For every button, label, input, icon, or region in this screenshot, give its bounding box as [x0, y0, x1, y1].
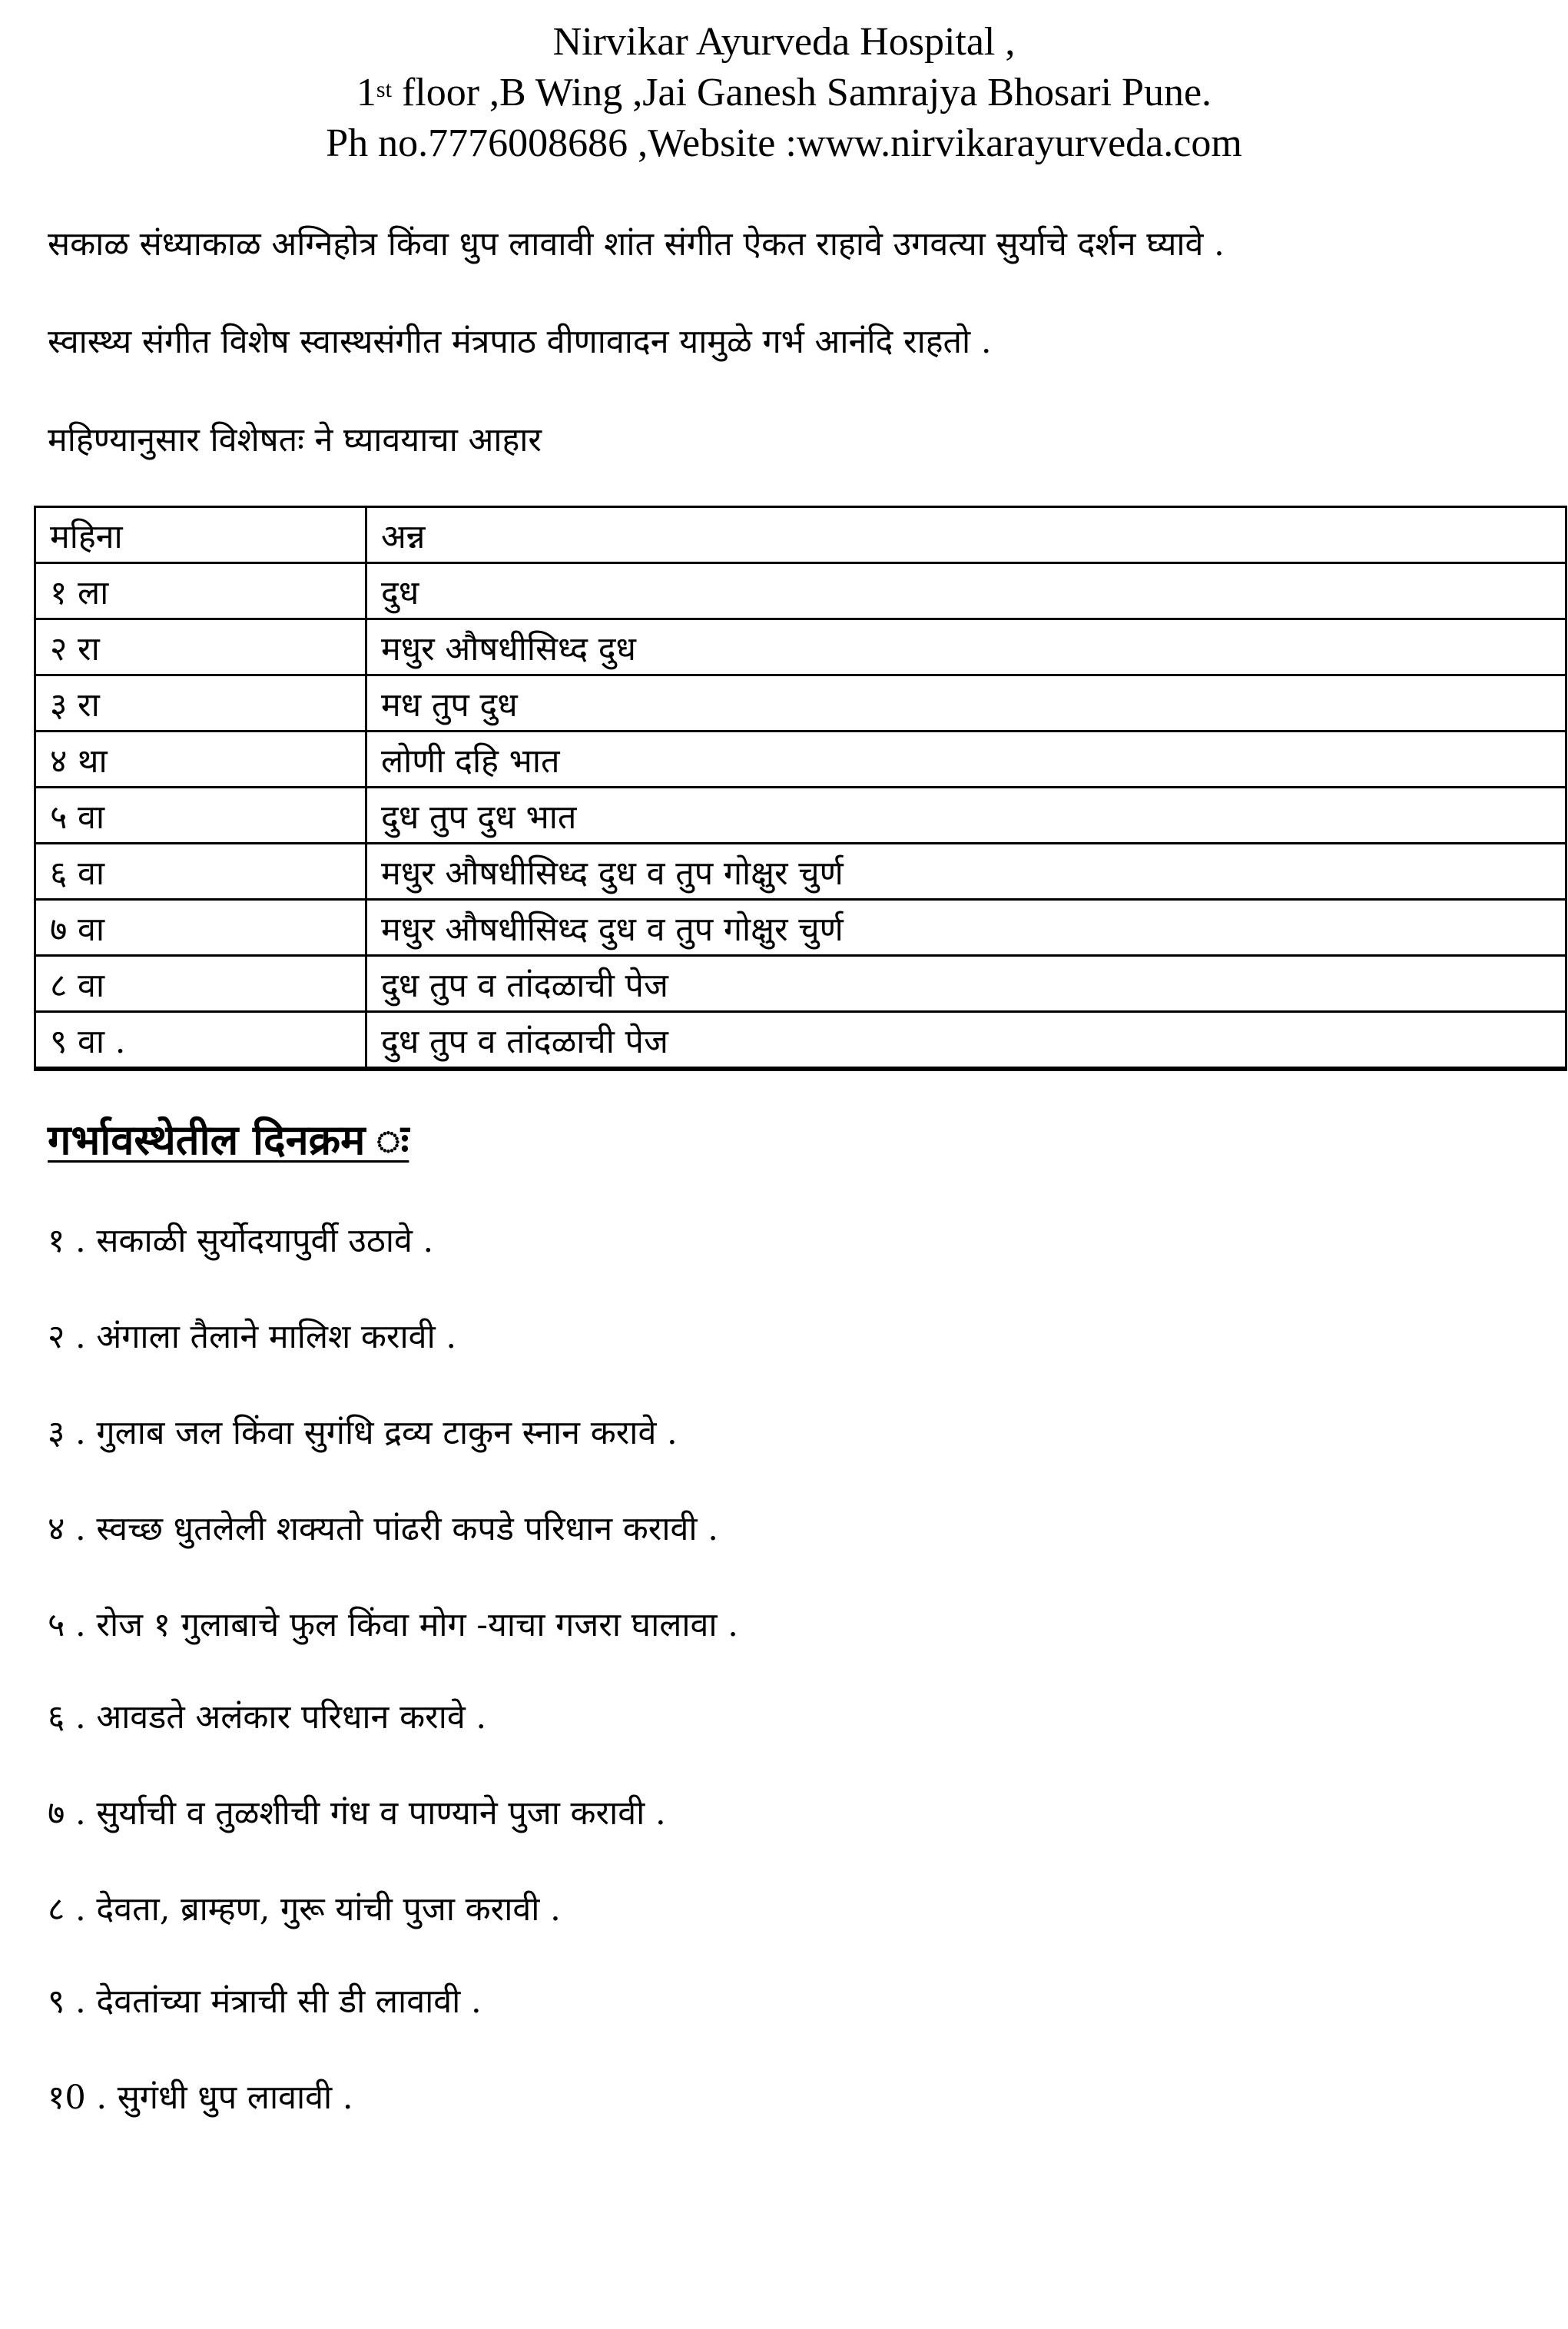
- routine-step: ९ . देवतांच्या मंत्राची सी डी लावावी .: [48, 1982, 482, 2021]
- routine-step: ५ . रोज १ गुलाबाचे फुल किंवा मोग -याचा गजरा घालावा .: [48, 1606, 738, 1644]
- food-cell: दुध तुप दुध भात: [366, 788, 1566, 844]
- month-cell: ९ वा .: [35, 1012, 366, 1070]
- food-cell: मधुर औषधीसिध्द दुध व तुप गोक्षुर चुर्ण: [366, 844, 1566, 900]
- header-month: महिना: [35, 507, 366, 563]
- routine-step: १0 . सुगंधी धुप लावावी .: [48, 2079, 353, 2117]
- routine-heading: गर्भावस्थेतील दिनक्रम ः: [48, 1115, 409, 1164]
- routine-step: ८ . देवता, ब्राम्हण, गुरू यांची पुजा करावी .: [48, 1890, 561, 1929]
- monthly-diet-table: [34, 506, 1567, 1071]
- table-row: [35, 1012, 1566, 1070]
- table-row: [35, 563, 1566, 619]
- hospital-contact: Ph no.7776008686 ,Website :www.nirvikarayurveda.com: [326, 121, 1242, 165]
- hospital-address: [0, 68, 1568, 118]
- month-cell: ३ रा: [35, 675, 366, 732]
- food-cell: मधुर औषधीसिध्द दुध: [366, 619, 1566, 675]
- table-row: [35, 900, 1566, 956]
- food-cell: दुध तुप व तांदळाची पेज: [366, 1012, 1566, 1070]
- paragraph-music: स्वास्थ्य संगीत विशेष स्वास्थसंगीत मंत्रपाठ वीणावादन यामुळे गर्भ आनंदि राहतो .: [48, 323, 992, 361]
- table-header-row: [35, 507, 1566, 563]
- address-rest: floor ,B Wing ,Jai Ganesh Samrajya Bhosari Pune.: [391, 71, 1212, 114]
- month-cell: ४ था: [35, 732, 366, 788]
- month-cell: ८ वा: [35, 956, 366, 1012]
- food-cell: दुध तुप व तांदळाची पेज: [366, 956, 1566, 1012]
- food-cell: लोणी दहि भात: [366, 732, 1566, 788]
- floor-number: 1: [356, 71, 376, 114]
- floor-ordinal: st: [376, 77, 392, 102]
- hospital-name: Nirvikar Ayurveda Hospital ,: [552, 20, 1016, 64]
- paragraph-agnihotra: सकाळ संध्याकाळ अग्निहोत्र किंवा धुप लावावी शांत संगीत ऐकत राहावे उगवत्या सुर्याचे दर्शन घ्यावे .: [48, 225, 1225, 264]
- paragraph-diet-intro: महिण्यानुसार विशेषतः ने घ्यावयाचा आहार: [48, 421, 542, 459]
- routine-step: ७ . सुर्याची व तुळशीची गंध व पाण्याने पुजा करावी .: [48, 1794, 666, 1833]
- routine-step: २ . अंगाला तैलाने मालिश करावी .: [48, 1318, 457, 1356]
- food-cell: मध तुप दुध: [366, 675, 1566, 732]
- table-row: [35, 956, 1566, 1012]
- month-cell: ६ वा: [35, 844, 366, 900]
- table-row: [35, 788, 1566, 844]
- table-row: [35, 844, 1566, 900]
- routine-step: ६ . आवडते अलंकार परिधान करावे .: [48, 1698, 487, 1737]
- table-row: [35, 619, 1566, 675]
- food-cell: मधुर औषधीसिध्द दुध व तुप गोक्षुर चुर्ण: [366, 900, 1566, 956]
- routine-step: ३ . गुलाब जल किंवा सुगंधि द्रव्य टाकुन स्नान करावे .: [48, 1414, 678, 1452]
- hospital-header: [0, 17, 1568, 169]
- month-cell: ५ वा: [35, 788, 366, 844]
- month-cell: १ ला: [35, 563, 366, 619]
- table-row: [35, 732, 1566, 788]
- routine-step: ४ . स्वच्छ धुतलेली शक्यतो पांढरी कपडे परिधान करावी .: [48, 1510, 718, 1548]
- routine-step: १ . सकाळी सुर्योदयापुर्वी उठावे .: [48, 1222, 434, 1260]
- table-row: [35, 675, 1566, 732]
- month-cell: २ रा: [35, 619, 366, 675]
- month-cell: ७ वा: [35, 900, 366, 956]
- food-cell: दुध: [366, 563, 1566, 619]
- header-food: अन्न: [366, 507, 1566, 563]
